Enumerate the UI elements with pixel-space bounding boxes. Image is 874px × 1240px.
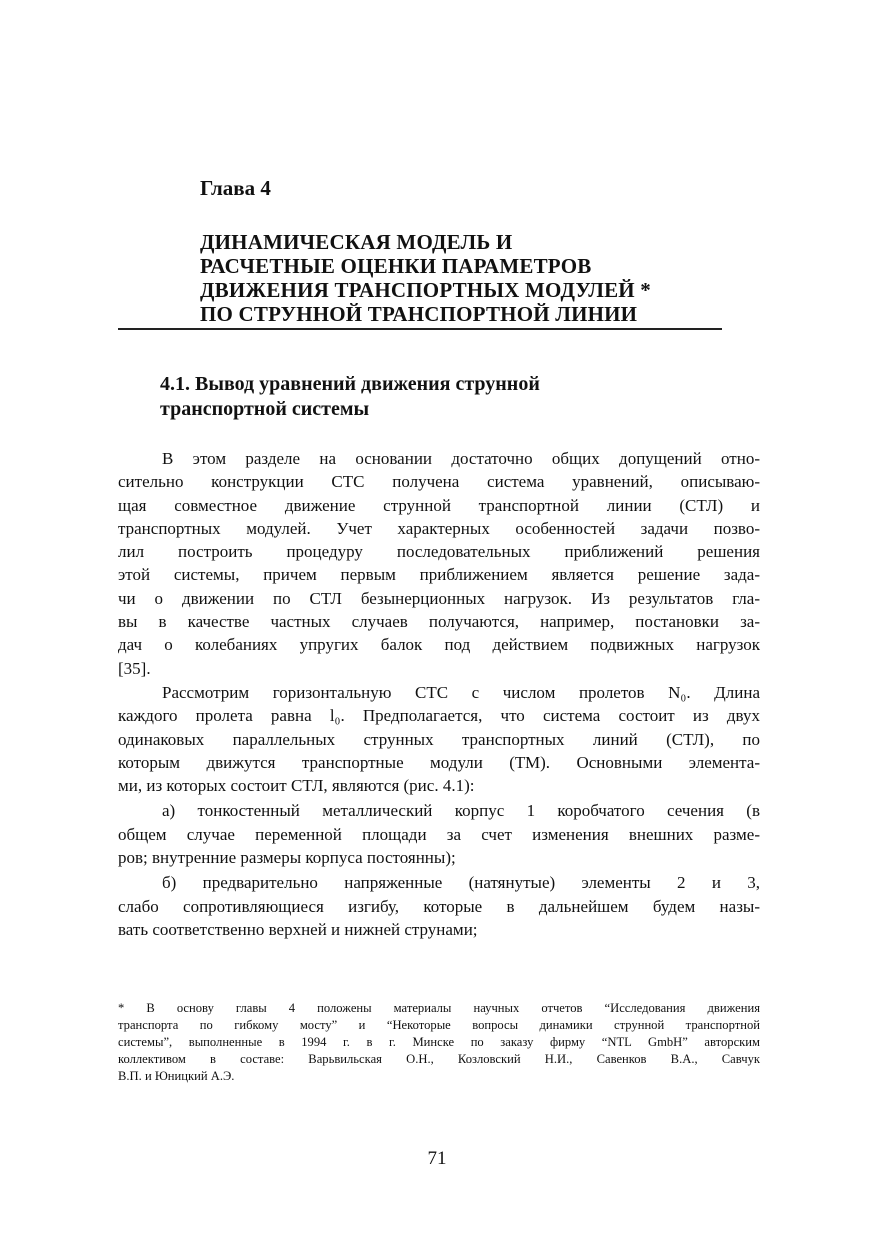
body-text: [118, 447, 760, 942]
text-line: каждого пролета равна l₀. Предполагается, что система состоит из двух: [118, 706, 760, 726]
chapter-title-line: ПО СТРУННОЙ ТРАНСПОРТНОЙ ЛИНИИ: [200, 302, 638, 326]
text-line: б) предварительно напряженные (натянутые) элементы 2 и 3,: [162, 873, 760, 893]
paragraph: [118, 447, 760, 680]
text-line: вать соответственно верхней и нижней струнами;: [118, 919, 478, 939]
paragraph: [118, 681, 760, 797]
text-line: этой системы, причем первым приближением является решение зада-: [118, 565, 760, 585]
chapter-title-line: ДВИЖЕНИЯ ТРАНСПОРТНЫХ МОДУЛЕЙ *: [200, 278, 651, 302]
text-line: ми, из которых состоит СТЛ, являются (рис. 4.1):: [118, 776, 475, 796]
footnote-line: системы”, выполненные в 1994 г. в г. Минске по заказу фирму “NTL GmbH” авторским: [118, 1035, 760, 1049]
page-number: 71: [427, 1148, 447, 1169]
text-line: дач о колебаниях упругих балок под действием подвижных нагрузок: [118, 635, 760, 655]
text-line: щая совместное движение струнной транспортной линии (СТЛ) и: [118, 495, 760, 515]
chapter-label: Глава 4: [200, 176, 271, 200]
paragraph: [118, 799, 760, 869]
footnote: [118, 1000, 760, 1085]
text-line: общем случае переменной площади за счет изменения внешних разме-: [118, 824, 760, 844]
section-heading-line: 4.1. Вывод уравнений движения струнной: [160, 373, 540, 395]
text-line: ров; внутренние размеры корпуса постоянны);: [118, 848, 456, 868]
title-divider: [118, 328, 722, 330]
section-heading: [160, 372, 540, 422]
text-line: одинаковых параллельных струнных транспортных линий (СТЛ), по: [118, 729, 760, 749]
chapter-title-line: РАСЧЕТНЫЕ ОЦЕНКИ ПАРАМЕТРОВ: [200, 254, 592, 278]
text-line: [35].: [118, 658, 151, 678]
text-line: а) тонкостенный металлический корпус 1 коробчатого сечения (в: [162, 801, 760, 821]
chapter-title: [200, 230, 651, 326]
text-line: чи о движении по СТЛ безынерционных нагрузок. Из результатов гла-: [118, 588, 760, 608]
footnote-line: В.П. и Юницкий А.Э.: [118, 1069, 235, 1083]
section-heading-line: транспортной системы: [160, 398, 370, 420]
footnote-line: коллективом в составе: Варьвильская О.Н., Козловский Н.И., Савенков В.А., Савчук: [118, 1052, 760, 1066]
paragraph: [118, 871, 760, 941]
chapter-title-line: ДИНАМИЧЕСКАЯ МОДЕЛЬ И: [200, 230, 513, 254]
text-line: слабо сопротивляющиеся изгибу, которые в дальнейшем будем назы-: [118, 896, 760, 916]
text-line: Рассмотрим горизонтальную СТС с числом пролетов N₀. Длина: [162, 682, 760, 702]
text-line: вы в качестве частных случаев получаются, например, постановки за-: [118, 612, 760, 632]
text-line: сительно конструкции СТС получена система уравнений, описываю-: [118, 472, 760, 492]
text-line: транспортных модулей. Учет характерных особенностей задачи позво-: [118, 518, 760, 538]
text-line: В этом разделе на основании достаточно общих допущений отно-: [162, 449, 760, 468]
footnote-line: * В основу главы 4 положены материалы научных отчетов “Исследования движения: [118, 1001, 760, 1015]
footnote-line: транспорта по гибкому мосту” и “Некоторые вопросы динамики струнной транспортной: [118, 1018, 760, 1032]
text-line: которым движутся транспортные модули (ТМ). Основными элемента-: [118, 752, 760, 772]
text-line: лил построить процедуру последовательных приближений решения: [118, 542, 760, 562]
